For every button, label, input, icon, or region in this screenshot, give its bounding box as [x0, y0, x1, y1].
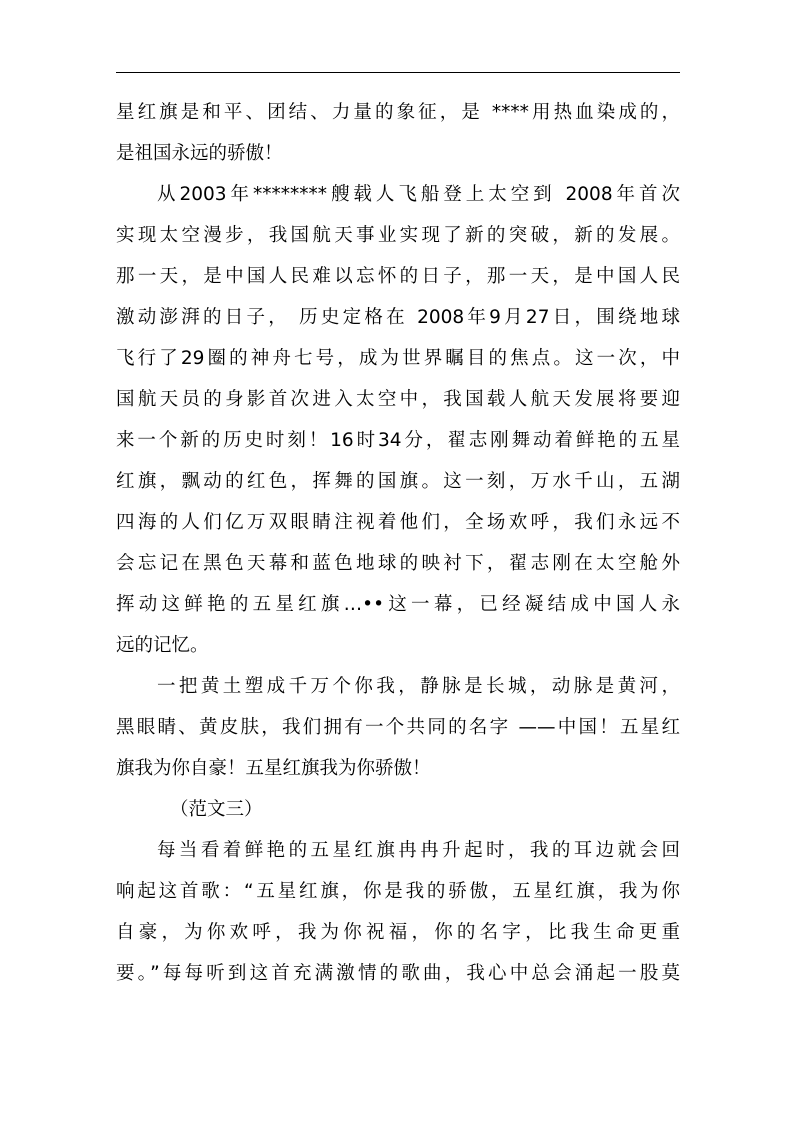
- paragraph-start-line: 一把黄土塑成千万个你我，静脉是长城，动脉是黄河，: [157, 676, 680, 697]
- section-heading: （范文三）: [170, 799, 263, 820]
- text-line: 会忘记在黑色天幕和蓝色地球的映衬下，翟志刚在太空舱外: [116, 553, 680, 574]
- text-line: 实现太空漫步，我国航天事业实现了新的突破，新的发展。: [116, 225, 680, 246]
- header-rule: [116, 72, 680, 73]
- paragraph-start-line: 每当看着鲜艳的五星红旗冉冉升起时，我的耳边就会回: [157, 840, 680, 861]
- text-line: 那一天，是中国人民难以忘怀的日子，那一天，是中国人民: [116, 266, 680, 287]
- paragraph-start-line: 从2003年********艘载人飞船登上太空到 2008年首次: [157, 184, 680, 205]
- text-line: 黑眼睛、黄皮肤，我们拥有一个共同的名字 ——中国！五星红: [116, 717, 680, 738]
- text-line: 四海的人们亿万双眼睛注视着他们，全场欢呼，我们永远不: [116, 512, 680, 533]
- text-line: 挥动这鲜艳的五星红旗…••这一幕，已经凝结成中国人永: [116, 594, 680, 615]
- text-line: 国航天员的身影首次进入太空中，我国载人航天发展将要迎: [116, 389, 680, 410]
- document-body: [116, 92, 680, 994]
- text-line: 来一个新的历史时刻！16时34分，翟志刚舞动着鲜艳的五星: [116, 430, 680, 451]
- text-line: 红旗，飘动的红色，挥舞的国旗。这一刻，万水千山，五湖: [116, 471, 680, 492]
- text-line: 旗我为你自豪！五星红旗我为你骄傲！: [116, 758, 431, 779]
- text-line: 星红旗是和平、团结、力量的象征，是 ****用热血染成的，: [116, 102, 680, 123]
- text-line: 自豪，为你欢呼，我为你祝福，你的名字，比我生命更重: [116, 922, 680, 943]
- text-line: 响起这首歌：“五星红旗，你是我的骄傲，五星红旗，我为你: [116, 881, 680, 902]
- text-line: 要。”每每听到这首充满激情的歌曲，我心中总会涌起一股莫: [116, 963, 680, 984]
- text-line: 飞行了29圈的神舟七号，成为世界瞩目的焦点。这一次，中: [116, 348, 680, 369]
- text-line: 激动澎湃的日子， 历史定格在 2008年9月27日，围绕地球: [116, 307, 680, 328]
- text-line: 远的记忆。: [116, 635, 209, 656]
- text-line: 是祖国永远的骄傲！: [116, 143, 283, 164]
